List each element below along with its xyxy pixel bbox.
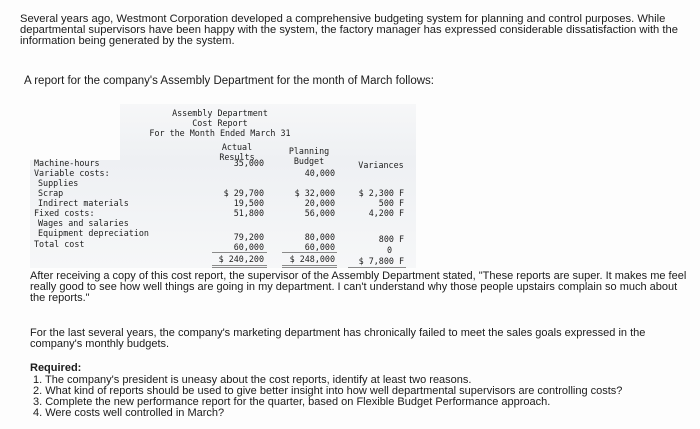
required-item: 3. Complete the new performance report for the quarter, based on Flexible Budget Performance approach.: [33, 396, 551, 408]
row-label: Machine-hours: [34, 158, 100, 168]
report-title-period: For the Month Ended March 31: [149, 128, 291, 138]
total-double-rule: [282, 267, 337, 268]
marketing-paragraph: For the last several years, the company's marketing department has chronically failed to meet the sales goals expressed in the company's monthly budgets.: [30, 327, 646, 350]
row-label: Scrap: [38, 188, 64, 198]
subtotal-rule: [212, 252, 267, 253]
row-label: Fixed costs:: [34, 208, 95, 218]
intro-paragraph: Several years ago, Westmont Corporation developed a comprehensive budgeting system for planning and control purposes. While departmental supervisors have been happy with the system, the factory manager has expressed considerable dissatisfaction with the information being generated by the system.: [20, 13, 678, 47]
variance-value: 0: [386, 245, 392, 255]
budget-value: 80,000: [304, 232, 335, 242]
report-intro: A report for the company's Assembly Department for the month of March follows:: [24, 75, 434, 87]
subtotal-rule: [282, 252, 337, 253]
row-label: Total cost: [34, 239, 85, 249]
total-rule: [282, 265, 337, 266]
required-title: Required:: [30, 362, 82, 374]
col-header-variances: Variances: [358, 160, 404, 170]
budget-value: $ 32,000: [294, 188, 335, 198]
required-item: 4. Were costs well controlled in March?: [33, 407, 225, 419]
budget-value: 60,000: [304, 242, 335, 252]
actual-value: 60,000: [233, 242, 264, 252]
supervisor-paragraph: After receiving a copy of this cost report, the supervisor of the Assembly Department stated, "These reports are super. It makes me feel really good to see how well things are going in my department. I can't understand why those people upstairs complain so much about the reports.": [30, 270, 687, 304]
variance-total: $ 7,800 F: [358, 256, 404, 266]
report-title-department: Assembly Department: [172, 108, 268, 118]
row-label: Equipment depreciation: [38, 228, 149, 238]
actual-value: 35,000: [233, 158, 264, 168]
budget-value: 40,000: [304, 168, 335, 178]
total-rule: [348, 267, 406, 268]
required-item: 1. The company's president is uneasy about the cost reports, identify at least two reasons.: [33, 374, 472, 386]
required-item: 2. What kind of reports should be used to give better insight into how well departmental supervisors are controlling costs?: [33, 385, 623, 397]
row-label: Indirect materials: [38, 198, 129, 208]
report-title-name: Cost Report: [192, 118, 248, 128]
actual-value: 19,500: [233, 198, 264, 208]
variance-value: 500 F: [378, 198, 404, 208]
actual-value: $ 29,700: [223, 188, 264, 198]
actual-total: $ 240,200: [218, 254, 264, 264]
variance-value: 4,200 F: [368, 208, 404, 218]
budget-value: 56,000: [304, 208, 335, 218]
budget-value: 20,000: [304, 198, 335, 208]
total-double-rule: [212, 267, 267, 268]
row-label: Wages and salaries: [38, 218, 129, 228]
row-label: Supplies: [38, 178, 79, 188]
variance-value: 800 F: [378, 234, 404, 244]
actual-value: 51,800: [233, 208, 264, 218]
budget-total: $ 248,000: [289, 254, 335, 264]
row-label: Variable costs:: [34, 168, 110, 178]
variance-value: $ 2,300 F: [358, 188, 404, 198]
col-header-actual: Actual Results: [219, 142, 255, 162]
cost-report: [30, 104, 416, 272]
actual-value: 79,200: [233, 232, 264, 242]
col-header-planning: Planning Budget: [288, 146, 330, 166]
total-rule: [212, 265, 267, 266]
